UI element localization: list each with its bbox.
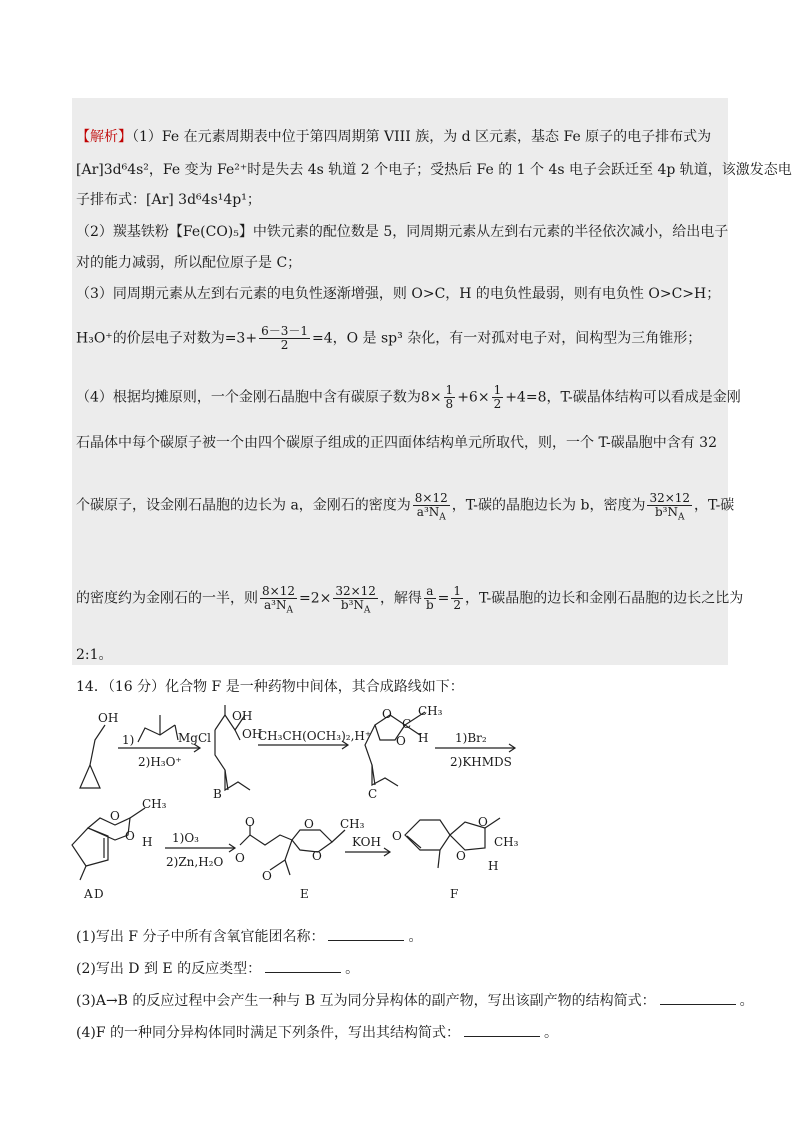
analysis-line-11: 的密度约为金刚石的一半，则 $\frac{8\times 12}{a^3N_A}$ =2× $\frac{32\times 12}{b^3N_A}$ ，解得 $\frac{a}{b}$ = $\frac{1}{2}$ ，T-碳晶胞的边长和金刚石晶胞的边长之比为 [76,584,744,616]
fraction: $\frac{32\times 12}{b^3N_A}$ [335,584,376,616]
e-o4-label: O [312,849,322,863]
analysis-line-8: （4）根据均摊原则，一个金刚石晶胞中含有碳原子数为8× $\frac{1}{8}$ +6× $\frac{1}{2}$ +4=8，T-碳晶体结构可以看成是金刚 [76,383,741,411]
c-h-label: H [418,731,429,745]
analysis-line-5: 对的能力减弱，所以配位原子是 C； [76,255,302,271]
d-ch3-label: CH₃ [142,797,167,811]
e-o2-label: O [235,851,245,865]
analysis-line-3: 子排布式：[Ar] 3d⁶4s¹4p¹； [76,192,261,208]
step1-bottom: 2)H₃O⁺ [138,755,182,769]
analysis-panel [72,98,728,665]
question-4: (4)F 的一种同分异构体同时满足下列条件，写出其结构简式： 。 [76,1025,558,1041]
answer-blank[interactable] [265,960,341,973]
step2-top: CH₃CH(OCH₃)₂,H⁺ [258,729,372,743]
d-o1-label: O [110,809,120,823]
step5-top: KOH [352,835,381,849]
ch3-label: CH₃ [418,704,443,718]
answer-blank[interactable] [328,928,404,941]
a-oh-label: OH [98,711,119,725]
step4-bottom: 2)Zn,H₂O [166,855,224,869]
compound-a-label: A [84,887,93,901]
analysis-line-12: 2:1。 [76,647,113,663]
question-header: 14．（16 分）化合物 F 是一种药物中间体，其合成路线如下： [76,679,464,695]
f-h-label: H [488,859,499,873]
c-c-label: C [402,717,412,731]
fraction: $\frac{1}{2}$ [493,383,502,411]
analysis-line-10: 个碳原子，设金刚石晶胞的边长为 a，金刚石的密度为 $\frac{8\times 12}{a^3N_A}$ ，T-碳的晶胞边长为 b，密度为 $\frac{32\times 12}{b^3N_A}$ ，T-碳 [76,491,735,523]
c-o1-label: O [382,707,392,721]
compound-c-label: C [368,787,378,801]
fraction: $\frac{8\times 12}{a^3N_A}$ [414,491,448,523]
d-o2-label: O [125,829,135,843]
analysis-tag: 【解析】 [76,129,132,145]
answer-blank[interactable] [660,992,736,1005]
step3-top: 1)Br₂ [455,731,487,745]
question-3: (3)A→B 的反应过程中会产生一种与 B 互为同分异构体的副产物，写出该副产物的结构简式： 。 [76,993,754,1009]
fraction: $\frac{1}{8}$ [445,383,454,411]
analysis-line-2: [Ar]3d⁶4s²，Fe 变为 Fe²⁺时是失去 4s 轨道 2 个电子；受热后 Fe 的 1 个 4s 电子会跃迁至 4p 轨道，该激发态电 [76,162,792,178]
b-oh1-label: OH [232,709,253,723]
step3-bottom: 2)KHMDS [450,755,512,769]
f-o2-label: O [478,815,488,829]
fraction: $\frac{8\times 12}{a^3N_A}$ [262,584,295,616]
e-o3-label: O [304,817,314,831]
analysis-line-4: （2）羰基铁粉【Fe(CO)₅】中铁元素的配位数是 5，同周期元素从左到右元素的半径依次减小，给出电子 [76,224,729,240]
f-ch3-label: CH₃ [494,835,519,849]
fraction: $\frac{1}{2}$ [453,584,461,612]
answer-blank[interactable] [464,1024,540,1037]
synthesis-scheme [0,700,800,910]
compound-b-label: B [213,787,222,801]
c-o2-label: O [396,734,406,748]
d-h-label: H [142,835,153,849]
step4-top: 1)O₃ [172,831,199,845]
fraction: $\frac{6-3-1}{2}$ [261,324,308,352]
e-o5-label: O [262,869,272,883]
fraction: $\frac{a}{b}$ [425,584,434,612]
e-o1-label: O [245,815,255,829]
compound-e-label: E [300,887,309,901]
analysis-line-9: 石晶体中每个碳原子被一个由四个碳原子组成的正四面体结构单元所取代，则，一个 T-碳晶胞中含有 32 [76,435,717,451]
fraction: $\frac{32\times 12}{b^3N_A}$ [649,491,691,523]
step1-top: 1) [122,733,135,747]
mgcl-label: MgCl [178,731,211,745]
f-o1-label: O [392,829,402,843]
question-1: (1)写出 F 分子中所有含氧官能团名称： 。 [76,929,423,945]
e-ch3-label: CH₃ [340,817,365,831]
b-oh2-label: OH [242,727,263,741]
compound-d-label: D [94,887,104,901]
analysis-line-6: （3）同周期元素从左到右元素的电负性逐渐增强，则 O>C，H 的电负性最弱，则有电负性 O>C>H； [76,286,721,302]
question-2: (2)写出 D 到 E 的反应类型： 。 [76,961,360,977]
compound-f-label: F [450,887,459,901]
f-o3-label: O [456,849,466,863]
analysis-line-7: H₃O⁺的价层电子对数为=3+ $\frac{6-3-1}{2}$ =4，O 是 sp³ 杂化，有一对孤对电子对，间构型为三角锥形； [76,324,702,352]
analysis-line-1: 【解析】（1）Fe 在元素周期表中位于第四周期第 VIII 族，为 d 区元素，基态 Fe 原子的电子排布式为 [76,129,712,145]
